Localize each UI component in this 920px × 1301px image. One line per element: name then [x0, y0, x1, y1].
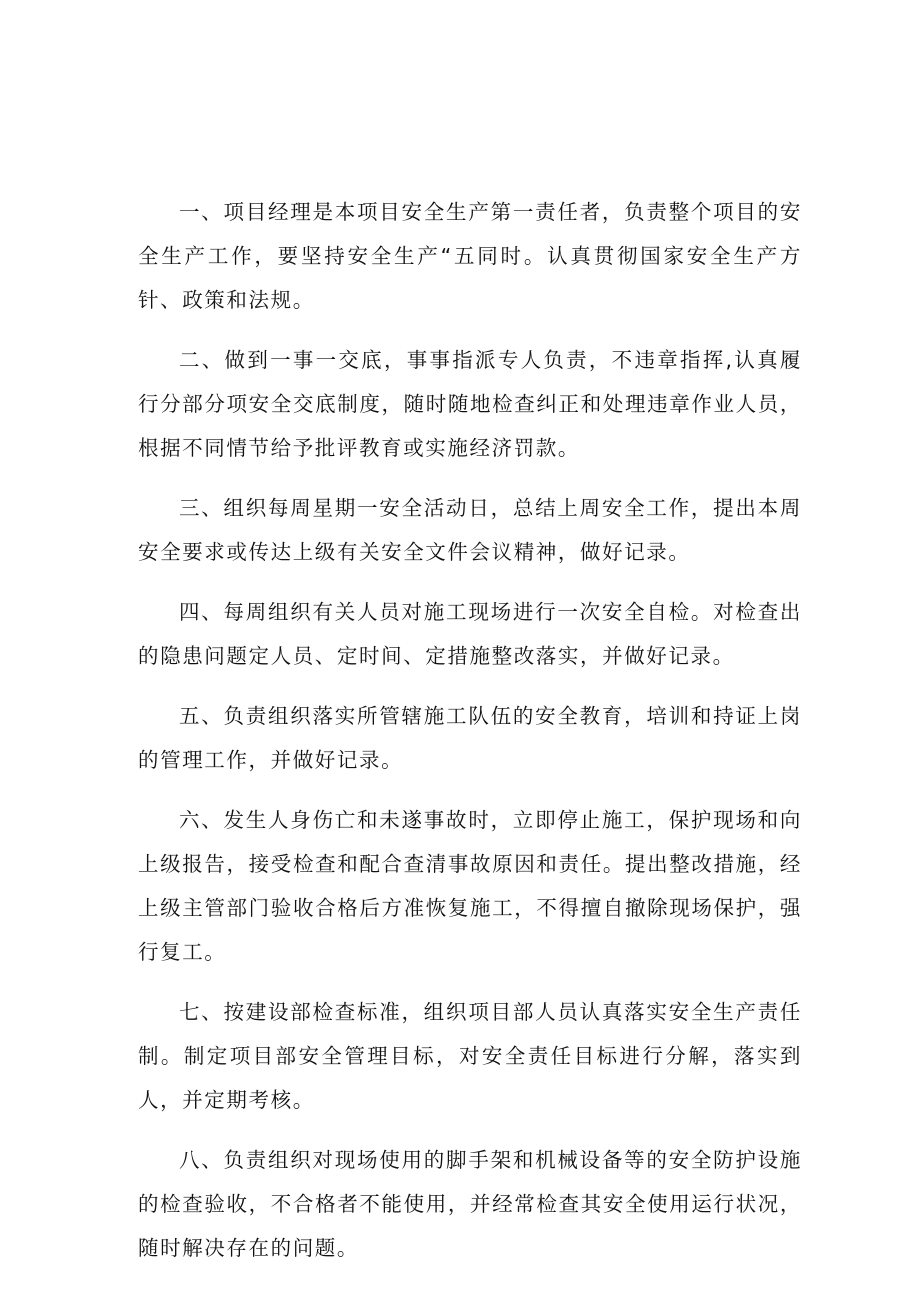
paragraph-8: 八、负责组织对现场使用的脚手架和机械设备等的安全防护设施的检查验收，不合格者不能使用，并经常检查其安全使用运行状况，随时解决存在的问题。: [138, 1148, 802, 1260]
paragraph-1: 一、项目经理是本项目安全生产第一责任者，负责整个项目的安全生产工作，要坚持安全生产“五同时。认真贯彻国家安全生产方针、政策和法规。: [138, 200, 802, 312]
paragraph-4: 四、每周组织有关人员对施工现场进行一次安全自检。对检查出的隐患问题定人员、定时间、定措施整改落实，并做好记录。: [138, 600, 802, 668]
paragraph-3: 三、组织每周星期一安全活动日，总结上周安全工作，提出本周安全要求或传达上级有关安全文件会议精神，做好记录。: [138, 496, 802, 564]
paragraph-6: 六、发生人身伤亡和未遂事故时，立即停止施工，保护现场和向上级报告，接受检查和配合查清事故原因和责任。提出整改措施，经上级主管部门验收合格后方准恢复施工，不得擅自撤除现场保护，强行复工。: [138, 808, 802, 964]
paragraph-7: 七、按建设部检查标准，组织项目部人员认真落实安全生产责任制。制定项目部安全管理目标，对安全责任目标进行分解，落实到人，并定期考核。: [138, 1000, 802, 1112]
paragraph-2: 二、做到一事一交底，事事指派专人负责，不违章指挥,认真履行分部分项安全交底制度，随时随地检查纠正和处理违章作业人员，根据不同情节给予批评教育或实施经济罚款。: [138, 348, 802, 460]
paragraph-5: 五、负责组织落实所管辖施工队伍的安全教育，培训和持证上岗的管理工作，并做好记录。: [138, 704, 802, 772]
